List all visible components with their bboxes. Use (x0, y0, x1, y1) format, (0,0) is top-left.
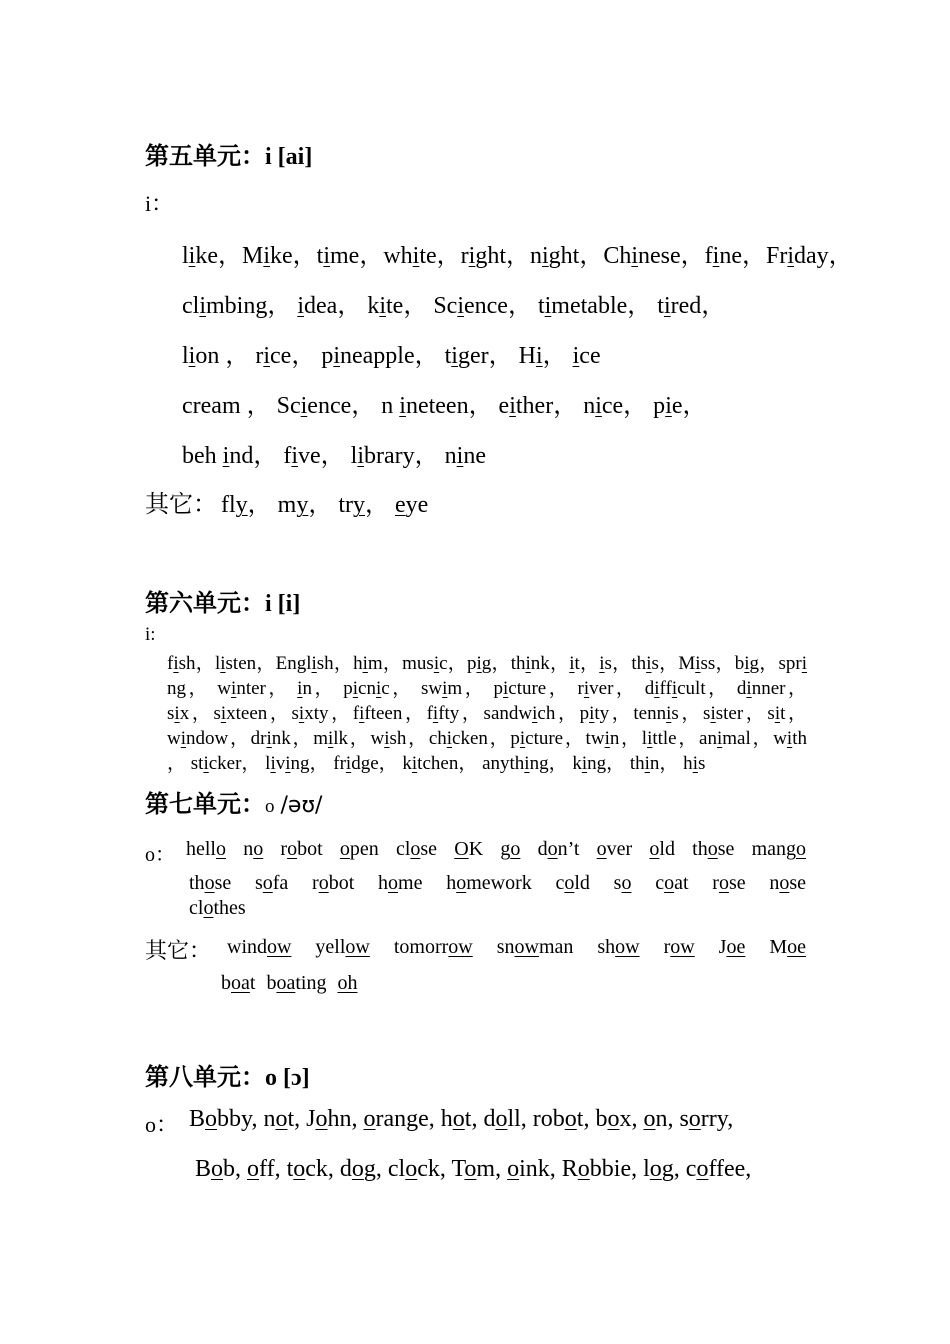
underlined-letter: o (495, 1106, 508, 1132)
underlined-letter: i (456, 443, 464, 469)
underlined-letter: i (716, 728, 723, 749)
underlined-letter: o (649, 838, 660, 860)
underlined-letter: o (318, 872, 329, 894)
underlined-letter: i (362, 653, 368, 674)
underlined-letter: i (298, 703, 305, 724)
underlined-letter: ow (514, 936, 539, 958)
underlined-letter: o (247, 1156, 260, 1182)
unit6-line-1: fish，listen，English，him，music，pig，think，it，is，this，Miss，big，spri (167, 653, 807, 674)
underlined-letter: i (174, 703, 180, 724)
underlined-letter: ow (267, 936, 292, 958)
underlined-letter: i (671, 678, 678, 699)
underlined-letter: i (509, 393, 516, 419)
underlined-letter: o (287, 838, 298, 860)
underlined-letter: i (270, 753, 276, 774)
underlined-letter: i (222, 443, 230, 469)
underlined-letter: i (525, 653, 531, 674)
underlined-letter: i (801, 653, 807, 674)
underlined-letter: i (345, 753, 352, 774)
underlined-letter: i (323, 243, 331, 269)
unit7-other-line-2: boat boating oh (221, 972, 358, 994)
underlined-letter: i (581, 753, 588, 774)
underlined-letter: ow (670, 936, 695, 958)
underlined-letter: i (744, 653, 750, 674)
underlined-letter: i (519, 728, 526, 749)
underlined-letter: o (456, 872, 467, 894)
underlined-letter: o (779, 872, 790, 894)
underlined-letter: i (666, 703, 672, 724)
unit5-other-label: 其它： (145, 492, 217, 518)
underlined-letter: i (786, 728, 793, 749)
underlined-letter: o (203, 897, 214, 919)
unit5-line-2: climbing， idea， kite， Science， timetable， tired， (182, 293, 726, 319)
underlined-letter: y (235, 492, 248, 518)
underlined-letter: i (411, 753, 418, 774)
underlined-letter: o (204, 872, 215, 894)
underlined-letter: i (712, 243, 720, 269)
underlined-letter: i (695, 653, 701, 674)
underlined-letter: i (535, 343, 543, 369)
underlined-letter: i (291, 443, 298, 469)
underlined-letter: i (710, 703, 716, 724)
underlined-letter: o (510, 838, 521, 860)
underlined-letter: oe (726, 936, 746, 958)
unit5-line-1: like，Mike，time，white，right，night，Chinese，fine，Friday， (182, 243, 853, 269)
underlined-letter: i (263, 343, 271, 369)
underlined-letter: o (507, 1156, 520, 1182)
underlined-letter: i (544, 293, 552, 319)
underlined-letter: oh (337, 972, 358, 994)
underlined-letter: i (746, 678, 752, 699)
underlined-letter: i (787, 243, 795, 269)
underlined-letter: o (718, 872, 729, 894)
underlined-letter: i (188, 343, 196, 369)
unit5-other-words: fly， my， try， eye (221, 492, 429, 518)
underlined-letter: i (599, 653, 605, 674)
underlined-letter: i (476, 653, 482, 674)
underlined-letter: i (542, 243, 549, 269)
underlined-letter: i (433, 653, 440, 674)
underlined-letter: i (180, 728, 187, 749)
underlined-letter: i (589, 703, 595, 724)
unit6-line-4: window，drink，milk，wish，chicken，picture，twin，little，animal，with (167, 728, 807, 749)
unit7-line-3: clothes (189, 897, 246, 919)
underlined-letter: i (333, 343, 340, 369)
underlined-letter: i (412, 243, 420, 269)
underlined-letter: i (352, 678, 359, 699)
underlined-letter: o (577, 1156, 590, 1182)
underlined-letter: oe (787, 936, 806, 958)
underlined-letter: e (395, 492, 406, 518)
underlined-letter: i (266, 728, 272, 749)
underlined-letter: oa (276, 972, 296, 994)
underlined-letter: o (351, 1156, 364, 1182)
unit7-heading-text: 第七单元： (145, 792, 265, 818)
underlined-letter: o (643, 1106, 656, 1132)
underlined-letter: i (446, 728, 453, 749)
underlined-letter: i (297, 293, 305, 319)
underlined-letter: i (524, 753, 530, 774)
underlined-letter: o (564, 872, 575, 894)
underlined-letter: i (583, 678, 590, 699)
unit5-line-3: lion ， rice， pineapple， tiger， Hi， ice (182, 343, 601, 369)
underlined-letter: i (647, 728, 653, 749)
unit5-line-5: beh ind， five， library， nine (182, 443, 486, 469)
unit7-heading-ipa: /əʊ/ (280, 793, 323, 818)
unit7-line-2: those sofa robot home homework cold so coat rose nose (189, 872, 807, 894)
underlined-letter: o (707, 838, 718, 860)
underlined-letter: o (664, 872, 675, 894)
underlined-letter: i (220, 653, 226, 674)
underlined-letter: o (696, 1156, 709, 1182)
underlined-letter: o (262, 872, 273, 894)
underlined-letter: o (464, 1156, 477, 1182)
underlined-letter: i (692, 753, 698, 774)
underlined-letter: i (663, 293, 671, 319)
underlined-letter: ow (345, 936, 370, 958)
underlined-letter: o (547, 838, 558, 860)
underlined-letter: o (293, 1156, 306, 1182)
unit5-line-4: cream ， Science， n ineteen， either， nice， pie， (182, 393, 707, 419)
unit6-line-5: ， sticker， living， fridge， kitchen， anything， king， thin， his (167, 753, 706, 774)
underlined-letter: o (649, 1156, 662, 1182)
underlined-letter: o (405, 1156, 418, 1182)
underlined-letter: i (665, 393, 672, 419)
underlined-letter: i (203, 753, 209, 774)
underlined-letter: i (604, 728, 610, 749)
underlined-letter: o (621, 872, 632, 894)
underlined-letter: o (339, 838, 350, 860)
underlined-letter: i (468, 243, 476, 269)
underlined-letter: i (774, 703, 781, 724)
underlined-letter: i (359, 703, 365, 724)
underlined-letter: i (188, 243, 196, 269)
underlined-letter: i (572, 343, 580, 369)
underlined-letter: i (532, 703, 538, 724)
underlined-letter: o (275, 1106, 288, 1132)
underlined-letter: i (379, 293, 386, 319)
underlined-letter: i (502, 678, 509, 699)
underlined-letter: i (451, 343, 458, 369)
underlined-letter: o (363, 1106, 376, 1132)
unit8-label: o： (145, 1112, 179, 1137)
underlined-letter: i (231, 678, 237, 699)
underlined-letter: i (263, 243, 271, 269)
underlined-letter: i (328, 728, 334, 749)
underlined-letter: i (644, 753, 650, 774)
underlined-letter: i (646, 653, 652, 674)
underlined-letter: i (399, 393, 406, 419)
underlined-letter: o (388, 872, 399, 894)
unit8-heading: 第八单元：o [ɔ] (145, 1065, 310, 1091)
unit7-other-line-1: window yellow tomorrow snowman show row Joe Moe (227, 936, 806, 958)
unit6-line-3: six，sixteen，sixty，fifteen，fifty，sandwich，pity，tennis，sister，sit， (167, 703, 807, 724)
underlined-letter: i (285, 753, 291, 774)
underlined-letter: i (220, 703, 227, 724)
underlined-letter: i (442, 678, 448, 699)
underlined-letter: ow (615, 936, 640, 958)
underlined-letter: i (297, 678, 303, 699)
unit5-heading: 第五单元：i [ai] (145, 144, 313, 170)
underlined-letter: i (199, 293, 206, 319)
unit8-line-1: Bobby, not, John, orange, hot, doll, robot, box, on, sorry, (189, 1106, 734, 1132)
underlined-letter: o (564, 1106, 577, 1132)
unit6-heading: 第六单元：i [i] (145, 591, 301, 617)
underlined-letter: i (311, 653, 317, 674)
underlined-letter: o (607, 1106, 620, 1132)
underlined-letter: i (300, 393, 308, 419)
underlined-letter: y (353, 492, 366, 518)
underlined-letter: i (173, 653, 179, 674)
underlined-letter: i (595, 393, 602, 419)
underlined-letter: i (457, 293, 464, 319)
underlined-letter: o (596, 838, 607, 860)
unit7-other-label: 其它： (145, 938, 212, 963)
unit5-label: i： (145, 191, 174, 216)
underlined-letter: i (631, 243, 639, 269)
unit7-heading (145, 784, 322, 819)
underlined-letter: i (375, 678, 382, 699)
underlined-letter: i (654, 678, 660, 699)
underlined-letter: o (452, 1106, 465, 1132)
unit6-line-2: ng， winter， in， picnic， swim， picture， river， difficult， dinner， (167, 678, 807, 699)
underlined-letter: i (569, 653, 575, 674)
underlined-letter: O (454, 838, 469, 860)
unit6-label: i: (145, 624, 156, 645)
underlined-letter: y (296, 492, 309, 518)
underlined-letter: o (211, 1156, 224, 1182)
underlined-letter: o (205, 1106, 218, 1132)
unit7-line-1: hello no robot open close OK go don’t over old those mango (186, 838, 807, 860)
underlined-letter: i (432, 703, 439, 724)
underlined-letter: o (315, 1106, 328, 1132)
underlined-letter: o (796, 838, 807, 860)
underlined-letter: i (357, 443, 364, 469)
underlined-letter: o (688, 1106, 701, 1132)
underlined-letter: o (216, 838, 226, 860)
underlined-letter: ow (448, 936, 473, 958)
unit7-label: o： (145, 844, 175, 866)
unit7-heading-letter: o (265, 796, 275, 817)
underlined-letter: i (384, 728, 390, 749)
underlined-letter: oa (231, 972, 250, 994)
underlined-letter: o (410, 838, 421, 860)
underlined-letter: o (253, 838, 264, 860)
unit8-line-2: Bob, off, tock, dog, clock, Tom, oink, Robbie, log, coffee, (195, 1156, 752, 1182)
